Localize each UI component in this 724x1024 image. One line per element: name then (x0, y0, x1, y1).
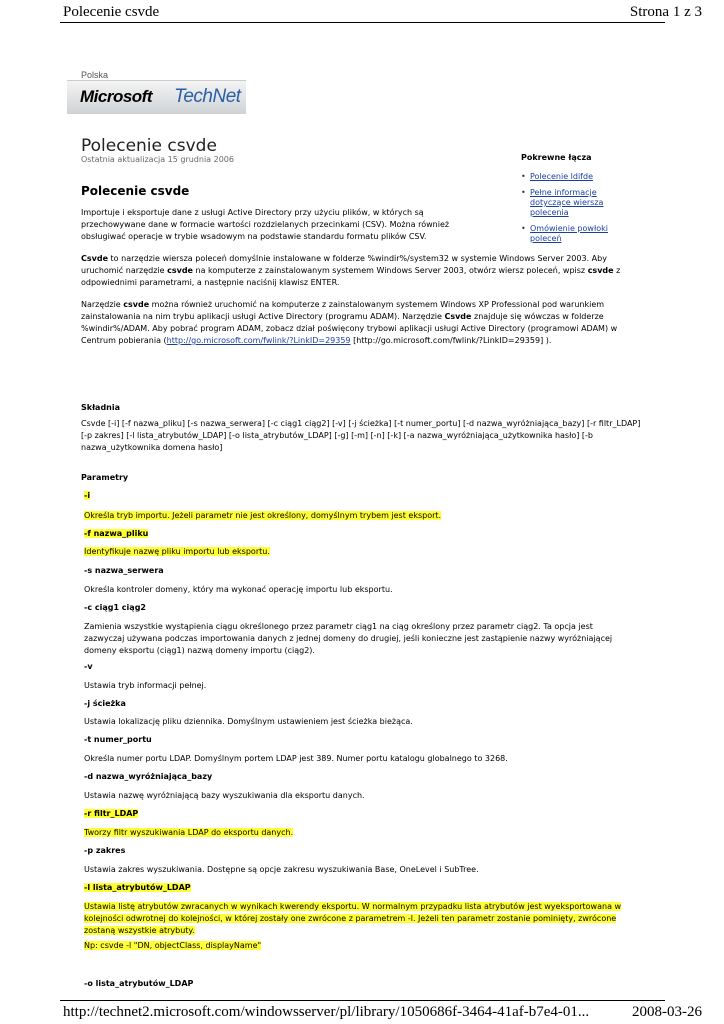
paragraph-2 (81, 253, 641, 289)
print-header-title: Polecenie csvde (63, 4, 160, 20)
param-name: -p zakres (84, 846, 126, 855)
param-name: -o lista_atrybutów_LDAP (84, 979, 194, 988)
p2-text: z odpowiednimi parametrami, a następnie naciśnij klawisz ENTER. (81, 266, 621, 287)
download-link[interactable]: http://go.microsoft.com/fwlink/?LinkID=29359 (166, 336, 351, 345)
logo-product: TechNet (174, 86, 241, 107)
syntax-text: Csvde [-i] [-f nazwa_pliku] [-s nazwa_serwera] [-c ciąg1 ciąg2] [-v] [-j ścieżka] [-t numer_portu] [-d nazwa_wyróżniająca_bazy] [-r filtr_LDAP] [-p zakres] [-l lista_atrybutów_LDAP] [-o lista_atrybutów_LDAP] [-g] [-m] [-n] [-k] [-a nazwa_wyróżniająca_użytkownika hasło] [-b nazwa_użytkownika domena hasło] (81, 419, 641, 452)
param-desc: Określa kontroler domeny, który ma wykonać operację importu lub eksportu. (84, 585, 393, 594)
p3-text: można również uruchomić na komputerze z zainstalowanym systemem Windows XP Professional pod warunkiem zainstalowania na nim trybu aplikacji usługi Active Directory (programu ADAM). Narzędzie (81, 300, 605, 321)
param-name-text: -f nazwa_pliku (84, 529, 149, 538)
p3-text: [http://go.microsoft.com/fwlink/?LinkID=29359] ). (350, 336, 552, 345)
link-command-reference[interactable]: Pełne informacje dotyczące wiersza polecenia (530, 188, 604, 217)
param-name (84, 529, 148, 538)
param-desc-text: Identyfikuje nazwę pliku importu lub eksportu. (84, 547, 270, 556)
print-header (0, 4, 724, 24)
sidebar-heading: Pokrewne łącza (521, 153, 592, 162)
p3-text: znajduje się wówczas w folderze %windir%/ADAM. Aby pobrać program ADAM, zobacz dział poświęcony trybowi aplikacji usługi Active Directory (programowi ADAM) w Centrum pobierania ( (81, 312, 618, 345)
param-name: -c ciąg1 ciąg2 (84, 603, 146, 612)
logo-brand: Microsoft (80, 87, 152, 106)
param-desc (84, 901, 632, 937)
param-desc-text: Ustawia listę atrybutów zwracanych w wynikach kwerendy eksportu. W normalnym przypadku lista atrybutów jest wyeksportowana w kolejności odwrotnej do kolejności, w której zostały one zwrócone z parametrem -l. Jeżeli ten parametr zostanie pominięty, zwrócone zostaną wszystkie atrybuty. (84, 902, 622, 935)
link-ldifde[interactable]: Polecenie ldifde (530, 172, 593, 181)
link-shell-overview[interactable]: Omówienie powłoki poleceń (530, 224, 608, 243)
param-name: -d nazwa_wyróżniająca_bazy (84, 772, 213, 781)
p2-bold: csvde (587, 266, 614, 275)
p2-bold: Csvde (81, 254, 108, 263)
related-link-item (521, 172, 626, 182)
param-name: -j ścieżka (84, 699, 126, 708)
param-name (84, 809, 138, 818)
param-name: -v (84, 662, 93, 671)
param-name-text: -l lista_atrybutów_LDAP (84, 883, 191, 892)
paragraph-3 (81, 299, 646, 347)
print-header-page: Strona 1 z 3 (629, 4, 702, 20)
param-desc: Ustawia nazwę wyróżniającą bazy wyszukiwania dla eksportu danych. (84, 791, 365, 800)
param-desc: Określa numer portu LDAP. Domyślnym portem LDAP jest 389. Numer portu katalogu globalnego to 3268. (84, 754, 508, 763)
param-desc-text: Tworzy filtr wyszukiwania LDAP do eksportu danych. (84, 828, 294, 837)
param-desc: Zamienia wszystkie wystąpienia ciągu określonego przez parametr ciąg1 na ciąg określony przez parametr ciąg2. Ta opcja jest zazwyczaj używana podczas importowania danych z jednej domeny do drugiej, jeśli konieczne jest zastąpienie nazwy wyróżniającej domeny eksportu (ciąg1) nazwą domeny importu (ciąg2). (84, 622, 613, 655)
param-desc: Ustawia lokalizację pliku dziennika. Domyślnym ustawieniem jest ścieżka bieżąca. (84, 717, 413, 726)
param-desc-text: Określa tryb importu. Jeżeli parametr nie jest określony, domyślnym trybem jest eksport. (84, 511, 442, 520)
parameters-label: Parametry (81, 473, 129, 482)
param-name: -t numer_portu (84, 735, 152, 744)
param-name (84, 491, 90, 500)
param-desc (84, 510, 639, 522)
technet-logo[interactable] (67, 80, 246, 114)
print-footer-date: 2008-03-26 (632, 1004, 702, 1020)
syntax-label: Składnia (81, 403, 121, 412)
param-example-text: Np: csvde -l "DN, objectClass, displayName" (84, 941, 262, 950)
related-link-item (521, 224, 626, 244)
param-desc (84, 546, 639, 558)
param-name (84, 883, 191, 892)
section-heading: Polecenie csvde (81, 184, 190, 198)
header-rule (60, 22, 665, 23)
param-desc: Ustawia tryb informacji pełnej. (84, 681, 207, 690)
related-links-sidebar (521, 153, 626, 250)
related-links-list (521, 172, 626, 244)
print-footer-url: http://technet2.microsoft.com/windowsserver/pl/library/1050686f-3464-41af-b7e4-01... (63, 1004, 590, 1020)
param-name-text: -r filtr_LDAP (84, 809, 139, 818)
param-desc (84, 827, 639, 839)
related-link-item (521, 188, 626, 218)
locale-label: Polska (81, 70, 109, 80)
footer-rule (60, 1000, 665, 1001)
p2-text: to narzędzie wiersza poleceń domyślnie instalowane w folderze %windir%/system32 w systemie Windows Server 2003. Aby uruchomić narzędzie (81, 254, 607, 275)
last-updated: Ostatnia aktualizacja 15 grudnia 2006 (81, 155, 234, 164)
p3-bold: Csvde (444, 312, 472, 321)
page-title: Polecenie csvde (81, 136, 217, 156)
param-desc: Ustawia zakres wyszukiwania. Dostępne są opcje zakresu wyszukiwania Base, OneLevel i SubTree. (84, 865, 479, 874)
p2-text: na komputerze z zainstalowanym systemem Windows Server 2003, otwórz wiersz poleceń, wpisz (192, 266, 588, 275)
param-name: -s nazwa_serwera (84, 566, 164, 575)
intro-paragraph: Importuje i eksportuje dane z usługi Active Directory przy użyciu plików, w których są przechowywane dane w formacie wartości rozdzielanych przecinkami (CSV). Można również obsługiwać operacje w trybie wsadowym na podstawie standardu formatu plików CSV. (81, 208, 450, 241)
param-name-text: -i (84, 491, 91, 500)
p2-bold: csvde (167, 266, 193, 275)
param-example (84, 940, 639, 952)
p3-text: Narzędzie (81, 300, 124, 309)
p3-bold: csvde (123, 300, 150, 309)
